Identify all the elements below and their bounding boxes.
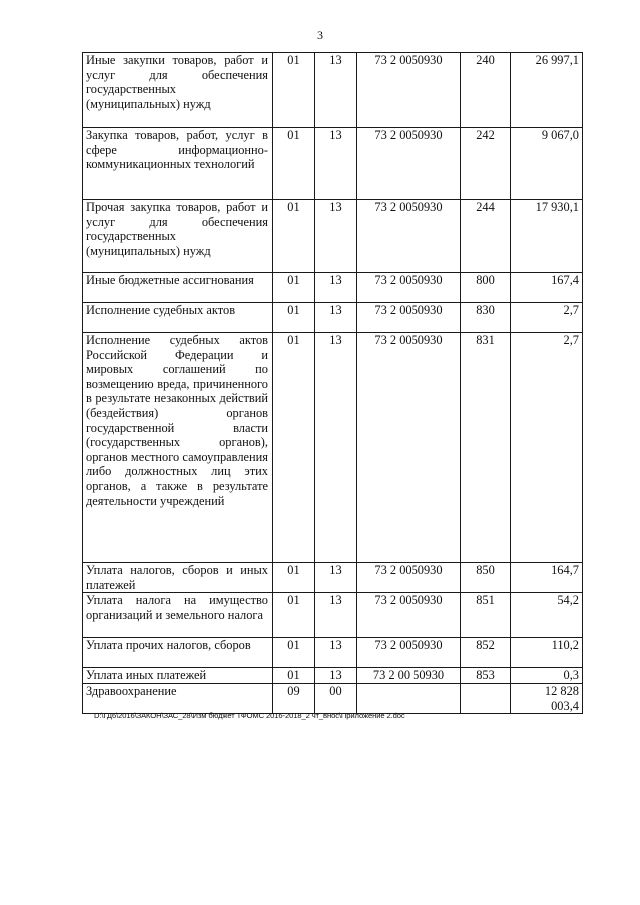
budget-table (82, 52, 583, 714)
row-target-article: 73 2 00 50930 (357, 668, 461, 684)
row-name: Уплата иных платежей (83, 668, 273, 684)
row-sum: 2,7 (511, 333, 583, 563)
row-sum: 167,4 (511, 273, 583, 303)
row-target-article: 73 2 0050930 (357, 273, 461, 303)
row-name: Иные бюджетные ассигнования (83, 273, 273, 303)
row-subsection: 13 (315, 303, 357, 333)
row-subsection: 13 (315, 53, 357, 128)
row-sum: 164,7 (511, 563, 583, 593)
table-row (83, 638, 583, 668)
row-sum: 54,2 (511, 593, 583, 638)
row-name: Здравоохранение (83, 684, 273, 714)
row-section: 09 (273, 684, 315, 714)
row-expense-type (461, 684, 511, 714)
row-name: Прочая закупка товаров, работ и услуг для обеспечения государственных (муниципальных) нужд (83, 200, 273, 273)
row-expense-type: 244 (461, 200, 511, 273)
row-sum: 2,7 (511, 303, 583, 333)
row-sum: 17 930,1 (511, 200, 583, 273)
row-expense-type: 850 (461, 563, 511, 593)
row-subsection: 13 (315, 563, 357, 593)
table-row (83, 333, 583, 563)
footer-file-path: D:\ГД6\2016\ЗАКОН\ЗАС_28\Изм бюджет ТФОМС 2016-2018_2 чт_внос\Приложение 2.doc (94, 711, 405, 720)
row-section: 01 (273, 333, 315, 563)
row-name: Уплата налога на имущество организаций и земельного налога (83, 593, 273, 638)
row-name: Закупка товаров, работ, услуг в сфере информационно-коммуникационных технологий (83, 128, 273, 200)
row-target-article (357, 684, 461, 714)
row-target-article: 73 2 0050930 (357, 333, 461, 563)
table-row (83, 200, 583, 273)
table-row (83, 593, 583, 638)
table-row (83, 53, 583, 128)
row-section: 01 (273, 303, 315, 333)
row-expense-type: 800 (461, 273, 511, 303)
row-expense-type: 831 (461, 333, 511, 563)
row-name: Уплата налогов, сборов и иных платежей (83, 563, 273, 593)
row-subsection: 13 (315, 668, 357, 684)
row-target-article: 73 2 0050930 (357, 638, 461, 668)
table-row (83, 273, 583, 303)
row-expense-type: 851 (461, 593, 511, 638)
row-subsection: 13 (315, 273, 357, 303)
table-row (83, 668, 583, 684)
row-sum: 110,2 (511, 638, 583, 668)
row-section: 01 (273, 53, 315, 128)
row-sum: 26 997,1 (511, 53, 583, 128)
row-subsection: 13 (315, 200, 357, 273)
row-section: 01 (273, 273, 315, 303)
table-row (83, 128, 583, 200)
row-expense-type: 852 (461, 638, 511, 668)
row-target-article: 73 2 0050930 (357, 128, 461, 200)
table-row (83, 684, 583, 714)
row-section: 01 (273, 668, 315, 684)
table-row (83, 563, 583, 593)
row-section: 01 (273, 563, 315, 593)
row-name: Исполнение судебных актов Российской Федерации и мировых соглашений по возмещению вреда, причиненного в результате незаконных действий (бездействия) органов государственной власти (государственных органов), органов местного самоуправления либо должностных лиц этих органов, а также в результате деятельности учреждений (83, 333, 273, 563)
row-name: Иные закупки товаров, работ и услуг для обеспечения государственных (муниципальных) нужд (83, 53, 273, 128)
row-subsection: 13 (315, 593, 357, 638)
row-target-article: 73 2 0050930 (357, 563, 461, 593)
row-section: 01 (273, 593, 315, 638)
table-row (83, 303, 583, 333)
row-target-article: 73 2 0050930 (357, 53, 461, 128)
row-target-article: 73 2 0050930 (357, 593, 461, 638)
row-section: 01 (273, 638, 315, 668)
row-name: Исполнение судебных актов (83, 303, 273, 333)
row-expense-type: 853 (461, 668, 511, 684)
row-subsection: 13 (315, 333, 357, 563)
row-expense-type: 830 (461, 303, 511, 333)
row-section: 01 (273, 200, 315, 273)
row-expense-type: 242 (461, 128, 511, 200)
row-name: Уплата прочих налогов, сборов (83, 638, 273, 668)
row-target-article: 73 2 0050930 (357, 303, 461, 333)
row-sum: 9 067,0 (511, 128, 583, 200)
row-expense-type: 240 (461, 53, 511, 128)
row-section: 01 (273, 128, 315, 200)
row-target-article: 73 2 0050930 (357, 200, 461, 273)
row-sum: 12 828 003,4 (511, 684, 583, 714)
row-subsection: 13 (315, 638, 357, 668)
row-subsection: 00 (315, 684, 357, 714)
row-sum: 0,3 (511, 668, 583, 684)
page-number: 3 (317, 28, 323, 42)
row-subsection: 13 (315, 128, 357, 200)
